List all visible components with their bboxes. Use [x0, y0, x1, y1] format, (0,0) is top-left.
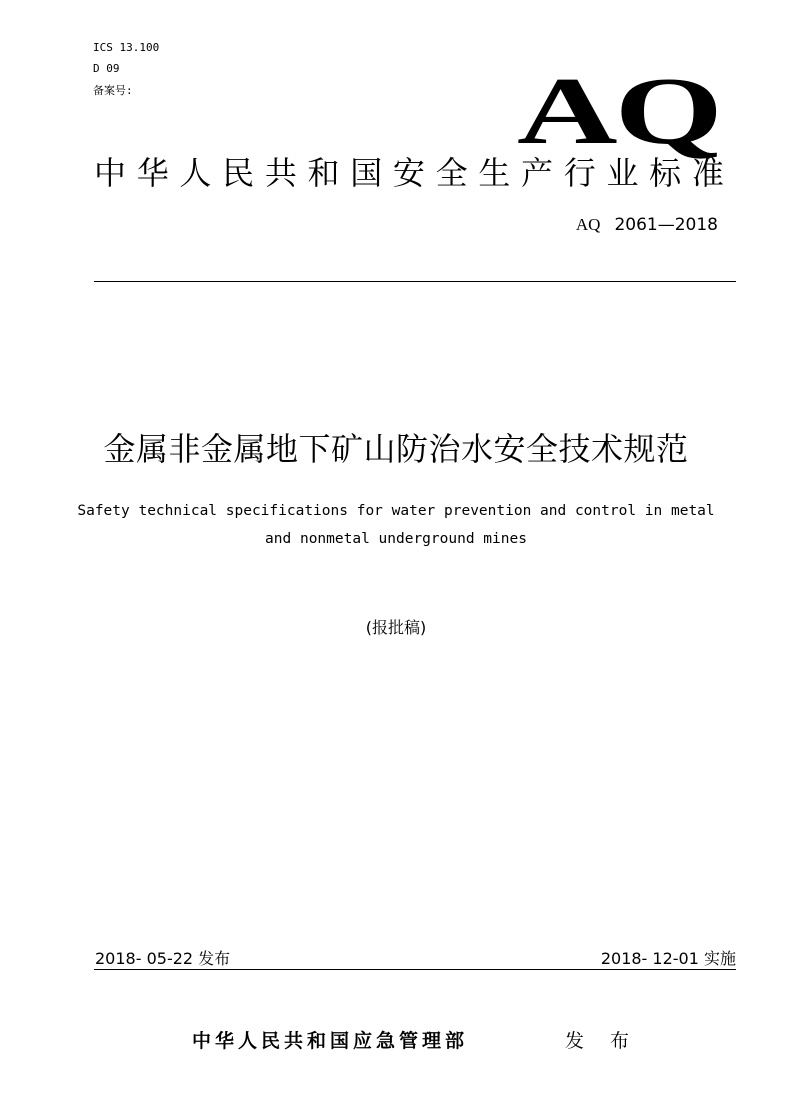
classification-code: D 09 — [93, 62, 120, 75]
standard-title-char: 产 — [521, 154, 554, 192]
standard-number-value: 2061—2018 — [614, 215, 718, 235]
header-divider — [94, 281, 736, 282]
issue-verb: 发 布 — [565, 1030, 640, 1052]
record-number-label: 备案号: — [93, 84, 133, 97]
standard-title-char: 准 — [691, 154, 724, 192]
standard-title-char: 和 — [307, 154, 340, 192]
document-title-chinese: 金属非金属地下矿山防治水安全技术规范 — [103, 430, 689, 468]
issuing-authority: 中华人民共和国应急管理部 — [192, 1030, 469, 1052]
standard-title-char: 民 — [222, 154, 255, 192]
implementation-date: 2018- 12-01 实施 — [600, 949, 736, 968]
standard-number — [576, 214, 718, 236]
ics-code: ICS 13.100 — [93, 41, 160, 54]
standard-title-char: 人 — [179, 154, 212, 192]
standard-title-char: 安 — [392, 154, 425, 192]
footer-divider — [94, 969, 736, 970]
standard-title-char: 业 — [606, 154, 639, 192]
standard-category-title — [94, 153, 724, 193]
standard-title-char: 华 — [136, 154, 169, 192]
issue-date: 2018- 05-22 发布 — [95, 949, 231, 968]
document-title-english: Safety technical specifications for water prevention and control in metal and nonmetal underground mines — [77, 503, 715, 547]
aq-logo: AQ — [517, 57, 720, 164]
standard-number-prefix: AQ — [575, 215, 601, 234]
draft-status: (报批稿) — [365, 618, 427, 637]
standard-title-char: 生 — [478, 154, 511, 192]
standard-title-char: 共 — [264, 154, 297, 192]
standard-title-char: 中 — [94, 154, 127, 192]
standard-title-char: 行 — [563, 154, 596, 192]
standard-title-char: 国 — [350, 154, 383, 192]
standard-title-char: 全 — [435, 154, 468, 192]
standard-title-char: 标 — [649, 154, 682, 192]
